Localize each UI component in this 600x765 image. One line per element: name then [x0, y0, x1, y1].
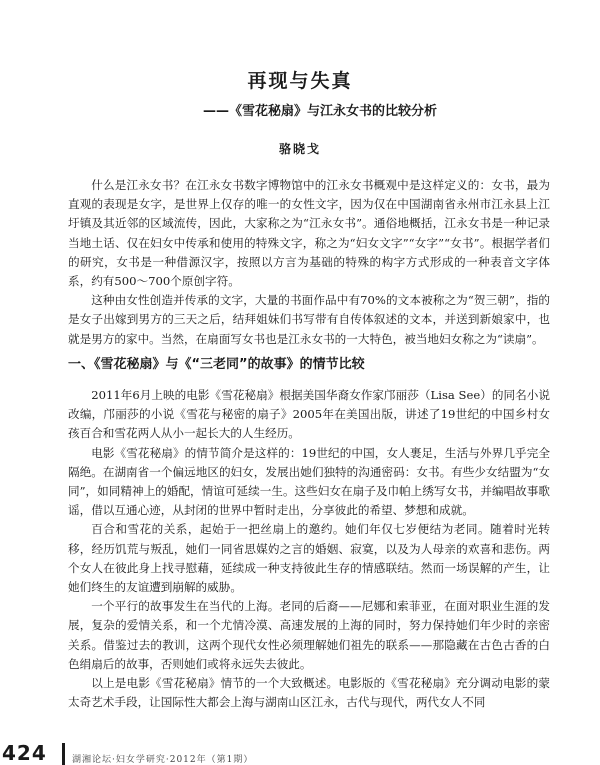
- intro-paragraph: 什么是江永女书？在江永女书数字博物馆中的江永女书概观中是这样定义的：女书，最为直观的表现是女字，是世界上仅存的唯一的女性文字，因为仅在中国湖南省永州市江永县上江圩镇及其近邻的区域流传，因此，大家称之为“江永女书”。通俗地概括，江永女书是一种记录当地土话、仅在妇女中传承和使用的特殊文字，称之为“妇女文字”“女字”“女书”。根据学者们的研究，女书是一种借源汉字，按照以方言为基础的特殊的构字方式形成的一种表音文字体系，约有500～700个原创字符。: [68, 178, 550, 289]
- intro-paragraph: 这种由女性创造并传承的文字，大量的书面作品中有70%的文本被称之为“贺三朝”，指的是女子出嫁到男方的三天之后，结拜姐妹们书写带有自传体叙述的文本，并送到新娘家中，也就是男方的家中。当然，在扇面写女书也是江永女书的一大特色，被当地妇女称之为“读扇”。: [68, 293, 550, 346]
- body-paragraph: 2011年6月上映的电影《雪花秘扇》根据美国华裔女作家邝丽莎（Lisa See）的同名小说改编，邝丽莎的小说《雪花与秘密的扇子》2005年在美国出版，讲述了19世纪的中国乡村女孩百合和雪花两人从小一起长大的人生经历。: [68, 388, 550, 441]
- article-title: 再现与失真: [247, 70, 353, 92]
- journal-name: 湖湘论坛·妇女学研究·2012年（第1期）: [72, 755, 254, 765]
- main-section: [68, 386, 550, 712]
- body-paragraph: 电影《雪花秘扇》的情节简介是这样的：19世纪的中国，女人裹足，生活与外界几乎完全隔绝。在湖南省一个偏远地区的妇女，发展出她们独特的沟通密码：女书。有些少女结盟为“女同”，如同精神上的婚配，情谊可延续一生。这些妇女在扇子及巾帕上绣写女书，并编唱故事歌谣，借以互通心迹，从封闭的世界中暂时走出，分享彼此的希望、梦想和成就。: [68, 445, 550, 518]
- article-subtitle: ——《雪花秘扇》与江永女书的比较分析: [202, 104, 437, 119]
- body-paragraph: 一个平行的故事发生在当代的上海。老同的后裔——尼娜和索菲亚，在面对职业生涯的发展，复杂的爱情关系，和一个尤情冷漠、高速发展的上海的同时，努力保持她们年少时的亲密关系。借鉴过去的教训，这两个现代女性必须理解她们祖先的联系——那隐藏在古色古香的白色绢扇后的故事，否则她们或将永远失去彼此。: [68, 599, 550, 671]
- body-paragraph: 百合和雪花的关系，起始于一把丝扇上的邀约。她们年仅七岁便结为老同。随着时光转移，经历饥荒与叛乱，她们一同省思媒妁之言的婚姻、寂寞，以及为人母亲的欢喜和悲伤。两个女人在彼此身上找寻慰藉，延续成一种支持彼此生存的情感联结。然而一场误解的产生，让她们终生的友谊遭到崩解的威胁。: [68, 522, 550, 595]
- footer-divider: [62, 743, 65, 765]
- body-paragraph: 以上是电影《雪花秘扇》情节的一个大致概述。电影版的《雪花秘扇》充分调动电影的蒙太奇艺术手段，让国际性大都会上海与湖南山区江永，古代与现代，两代女人不同: [68, 676, 550, 710]
- intro-section: [68, 176, 550, 349]
- page-number: 424: [2, 741, 47, 765]
- section-heading: 一、《雪花秘扇》与《“三老同”的故事》的情节比较: [68, 357, 365, 372]
- page-footer: [0, 742, 600, 765]
- article-author: 骆晓戈: [278, 142, 321, 156]
